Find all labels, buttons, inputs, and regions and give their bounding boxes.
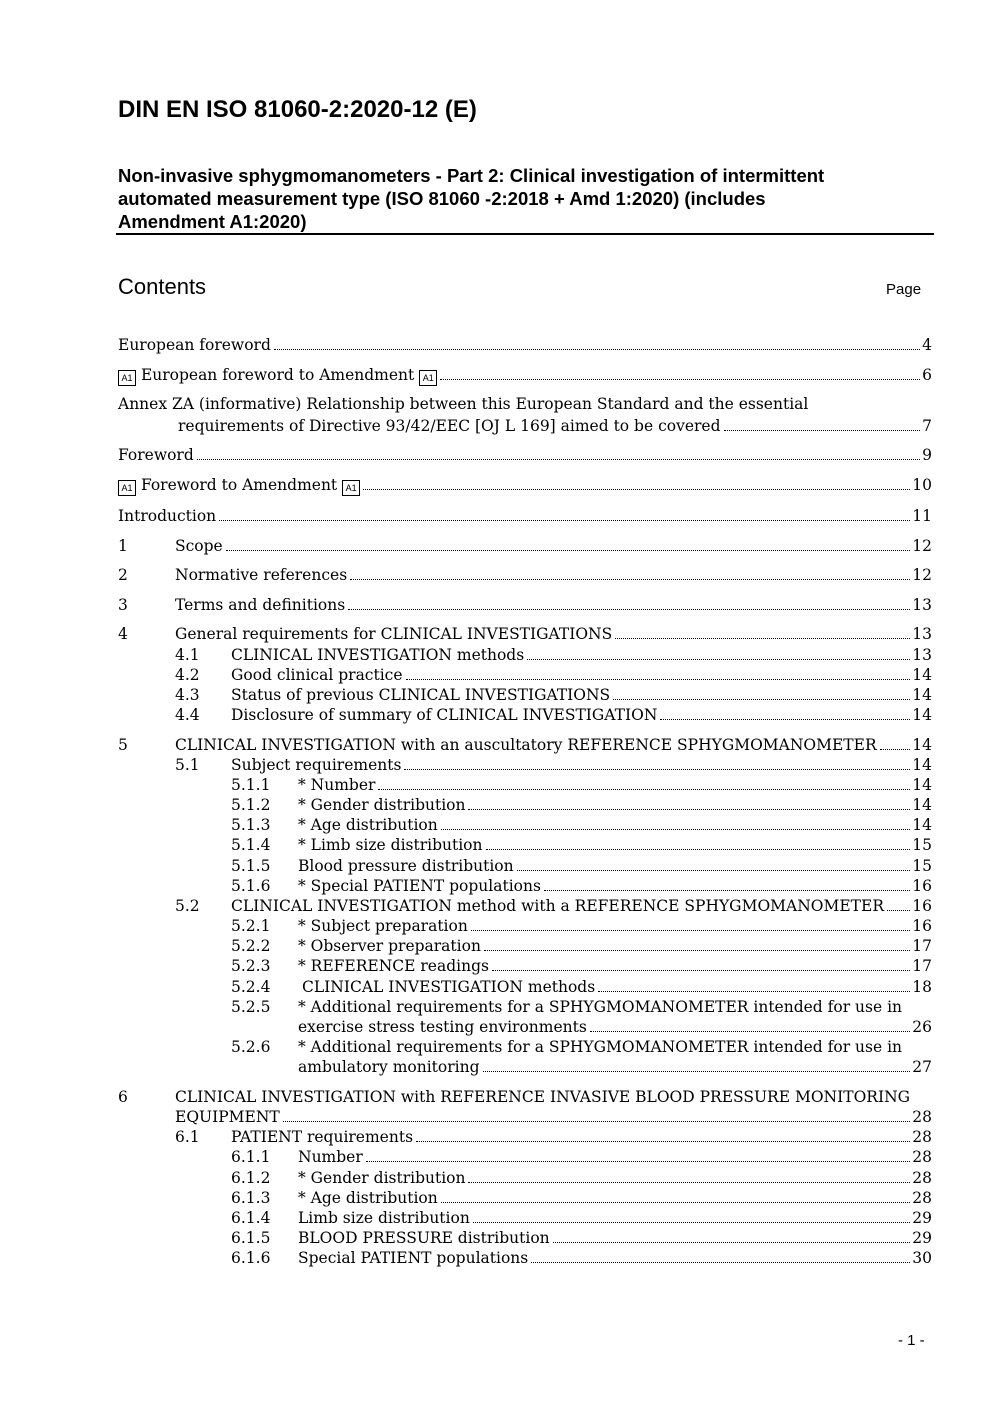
toc-title: * Observer preparation	[298, 937, 481, 955]
toc-number: 6.1	[175, 1128, 200, 1146]
toc-entry-5-2-5-cont[interactable]	[118, 1017, 932, 1037]
toc-entry-5-1-3[interactable]	[118, 815, 932, 835]
toc-title: European foreword to Amendment	[140, 366, 415, 384]
toc-title: Status of previous CLINICAL INVESTIGATIONS	[231, 686, 611, 704]
toc-title: Terms and definitions	[175, 596, 346, 614]
toc-entry-5-2-1[interactable]	[118, 916, 932, 936]
toc-number: 5.2.3	[231, 957, 271, 975]
toc-title: CLINICAL INVESTIGATION methods	[302, 978, 596, 996]
toc-title: * REFERENCE readings	[298, 957, 489, 975]
toc-title: Foreword	[118, 446, 194, 464]
toc-page: 28	[912, 1108, 932, 1126]
toc-entry-4[interactable]	[118, 624, 932, 644]
toc-entry-european-foreword-amendment[interactable]	[118, 365, 932, 385]
toc-page: 28	[912, 1169, 932, 1187]
toc-number: 5.2.2	[231, 937, 271, 955]
toc-page: 15	[912, 836, 932, 854]
toc-entry-4-3[interactable]	[118, 685, 932, 705]
toc-number: 6.1.4	[231, 1209, 271, 1227]
toc-title: * Limb size distribution	[298, 836, 483, 854]
toc-title: * Gender distribution	[298, 1169, 466, 1187]
toc-entry-6-1-4[interactable]	[118, 1208, 932, 1228]
toc-number: 4	[118, 625, 128, 643]
toc-number: 6.1.2	[231, 1169, 271, 1187]
toc-number: 5.1.2	[231, 796, 271, 814]
toc-title: Special PATIENT populations	[298, 1249, 529, 1267]
toc-page: 28	[912, 1189, 932, 1207]
toc-number: 6.1.3	[231, 1189, 271, 1207]
toc-entry-5[interactable]	[118, 735, 932, 755]
toc-page: 30	[912, 1249, 932, 1267]
toc-entry-5-1[interactable]	[118, 755, 932, 775]
toc-title: CLINICAL INVESTIGATION method with a REFERENCE SPHYGMOMANOMETER	[231, 897, 884, 915]
toc-title: * Subject preparation	[298, 917, 468, 935]
toc-number: 6	[118, 1088, 128, 1106]
toc-number: 4.4	[175, 706, 200, 724]
toc-page: 16	[912, 877, 932, 895]
toc-page: 27	[912, 1058, 932, 1076]
toc-entry-foreword[interactable]	[118, 445, 932, 465]
toc-number: 1	[118, 537, 128, 555]
toc-page: 13	[912, 596, 932, 614]
toc-title: * Number	[298, 776, 376, 794]
toc-page: 16	[912, 897, 932, 915]
toc-page: 14	[912, 706, 932, 724]
toc-page: 18	[912, 978, 932, 996]
toc-number: 5.2	[175, 897, 200, 915]
toc-page: 29	[912, 1229, 932, 1247]
toc-page: 6	[922, 366, 932, 384]
toc-page: 29	[912, 1209, 932, 1227]
toc-page: 14	[912, 776, 932, 794]
toc-title: EQUIPMENT	[175, 1108, 280, 1126]
toc-page: 28	[912, 1148, 932, 1166]
toc-entry-3[interactable]	[118, 595, 932, 615]
toc-title: Limb size distribution	[298, 1209, 470, 1227]
toc-entry-5-2-3[interactable]	[118, 956, 932, 976]
amendment-end-icon: A1	[419, 370, 437, 386]
toc-number: 5.2.6	[231, 1038, 271, 1056]
toc-title: CLINICAL INVESTIGATION methods	[231, 646, 525, 664]
toc-page: 9	[922, 446, 932, 464]
toc-entry-2[interactable]	[118, 565, 932, 585]
toc-entry-6[interactable]: CLINICAL INVESTIGATION with REFERENCE INVASIVE BLOOD PRESSURE MONITORING	[175, 1088, 911, 1106]
toc-entry-5-2-5[interactable]: * Additional requirements for a SPHYGMOMANOMETER intended for use in	[298, 998, 903, 1016]
toc-page: 12	[912, 537, 932, 555]
toc-entry-5-2-6[interactable]: * Additional requirements for a SPHYGMOMANOMETER intended for use in	[298, 1038, 903, 1056]
subtitle-line: automated measurement type (ISO 81060 -2:2018 + Amd 1:2020) (includes	[118, 188, 766, 209]
toc-title: * Age distribution	[298, 816, 438, 834]
toc-title: Introduction	[118, 507, 217, 525]
toc-entry-6-1-3[interactable]	[118, 1188, 932, 1208]
page-column-label: Page	[886, 281, 922, 298]
toc-number: 4.3	[175, 686, 200, 704]
toc-title: * Gender distribution	[298, 796, 466, 814]
toc-page: 13	[912, 625, 932, 643]
subtitle-line: Non-invasive sphygmomanometers - Part 2: Clinical investigation of intermittent	[118, 165, 825, 186]
toc-page: 11	[912, 507, 932, 525]
toc-title: * Special PATIENT populations	[298, 877, 541, 895]
toc-entry-5-1-2[interactable]	[118, 795, 932, 815]
toc-title: Number	[298, 1148, 363, 1166]
toc-page: 7	[922, 417, 932, 435]
toc-title: Foreword to Amendment	[140, 476, 338, 494]
toc-entry-5-1-6[interactable]	[118, 876, 932, 896]
toc-title: ambulatory monitoring	[298, 1058, 480, 1076]
toc-title: Subject requirements	[231, 756, 402, 774]
toc-entry-foreword-amendment[interactable]	[118, 475, 932, 495]
toc-entry-5-1-5[interactable]	[118, 856, 932, 876]
toc-title: Normative references	[175, 566, 348, 584]
toc-number: 5.2.5	[231, 998, 271, 1016]
toc-entry-annex-za[interactable]: Annex ZA (informative) Relationship between this European Standard and the essential	[118, 395, 809, 413]
toc-page: 28	[912, 1128, 932, 1146]
toc-number: 6.1.1	[231, 1148, 271, 1166]
toc-number: 5.1.1	[231, 776, 271, 794]
toc-entry-5-2-2[interactable]	[118, 936, 932, 956]
toc-title: General requirements for CLINICAL INVESTIGATIONS	[175, 625, 613, 643]
toc-title: BLOOD PRESSURE distribution	[298, 1229, 550, 1247]
toc-entry-1[interactable]	[118, 536, 932, 556]
toc-number: 5	[118, 736, 128, 754]
toc-title: European foreword	[118, 336, 271, 354]
toc-page: 14	[912, 796, 932, 814]
toc-entry-4-1[interactable]	[118, 645, 932, 665]
toc-page: 14	[912, 686, 932, 704]
toc-entry-6-1-5[interactable]	[118, 1228, 932, 1248]
toc-entry-4-4[interactable]	[118, 705, 932, 725]
toc-title: Scope	[175, 537, 223, 555]
toc-entry-6-1-2[interactable]	[118, 1168, 932, 1188]
toc-page: 10	[912, 476, 932, 494]
toc-entry-5-2-4[interactable]	[118, 977, 932, 997]
amendment-start-icon: A1	[118, 370, 136, 386]
page-number: - 1 -	[898, 1332, 925, 1349]
toc-page: 14	[912, 816, 932, 834]
title-rule	[116, 233, 934, 235]
toc-title: CLINICAL INVESTIGATION with an auscultatory REFERENCE SPHYGMOMANOMETER	[175, 736, 877, 754]
toc-number: 5.1.4	[231, 836, 271, 854]
subtitle-line: Amendment A1:2020)	[118, 211, 307, 232]
document-subtitle	[118, 164, 898, 233]
toc-number: 4.2	[175, 666, 200, 684]
toc-entry-annex-za-cont[interactable]	[118, 416, 932, 436]
toc-title: exercise stress testing environments	[298, 1018, 587, 1036]
toc-number: 5.2.1	[231, 917, 271, 935]
toc-title: requirements of Directive 93/42/EEC [OJ L 169] aimed to be covered	[178, 417, 721, 435]
toc-page: 13	[912, 646, 932, 664]
toc-number: 5.2.4	[231, 978, 271, 996]
toc-entry-5-1-1[interactable]	[118, 775, 932, 795]
toc-page: 26	[912, 1018, 932, 1036]
toc-number: 5.1.3	[231, 816, 271, 834]
toc-page: 14	[912, 736, 932, 754]
toc-title: Good clinical practice	[231, 666, 403, 684]
amendment-end-icon: A1	[342, 480, 360, 496]
toc-entry-6-1-1[interactable]	[118, 1147, 932, 1167]
toc-page: 14	[912, 666, 932, 684]
toc-entry-european-foreword[interactable]	[118, 335, 932, 355]
toc-entry-6-cont[interactable]	[118, 1107, 932, 1127]
toc-page: 17	[912, 937, 932, 955]
toc-title: Blood pressure distribution	[298, 857, 514, 875]
toc-number: 3	[118, 596, 128, 614]
amendment-start-icon: A1	[118, 480, 136, 496]
toc-page: 14	[912, 756, 932, 774]
toc-number: 2	[118, 566, 128, 584]
toc-number: 4.1	[175, 646, 200, 664]
toc-title: Disclosure of summary of CLINICAL INVESTIGATION	[231, 706, 658, 724]
toc-page: 17	[912, 957, 932, 975]
toc-number: 5.1.5	[231, 857, 271, 875]
toc-number: 6.1.6	[231, 1249, 271, 1267]
toc-page: 16	[912, 917, 932, 935]
toc-entry-5-2[interactable]	[118, 896, 932, 916]
toc-entry-4-2[interactable]	[118, 665, 932, 685]
document-title: DIN EN ISO 81060-2:2020-12 (E)	[118, 96, 477, 123]
toc-entry-6-1[interactable]	[118, 1127, 932, 1147]
toc-entry-5-2-6-cont[interactable]	[118, 1057, 932, 1077]
toc-number: 5.1.6	[231, 877, 271, 895]
toc-page: 12	[912, 566, 932, 584]
toc-title: PATIENT requirements	[231, 1128, 414, 1146]
toc-entry-introduction[interactable]	[118, 506, 932, 526]
toc-number: 5.1	[175, 756, 200, 774]
toc-page: 4	[922, 336, 932, 354]
toc-number: 6.1.5	[231, 1229, 271, 1247]
toc-title: * Age distribution	[298, 1189, 438, 1207]
toc-entry-6-1-6[interactable]	[118, 1248, 932, 1268]
toc-page: 15	[912, 857, 932, 875]
toc-entry-5-1-4[interactable]	[118, 835, 932, 855]
contents-heading: Contents	[118, 274, 207, 299]
